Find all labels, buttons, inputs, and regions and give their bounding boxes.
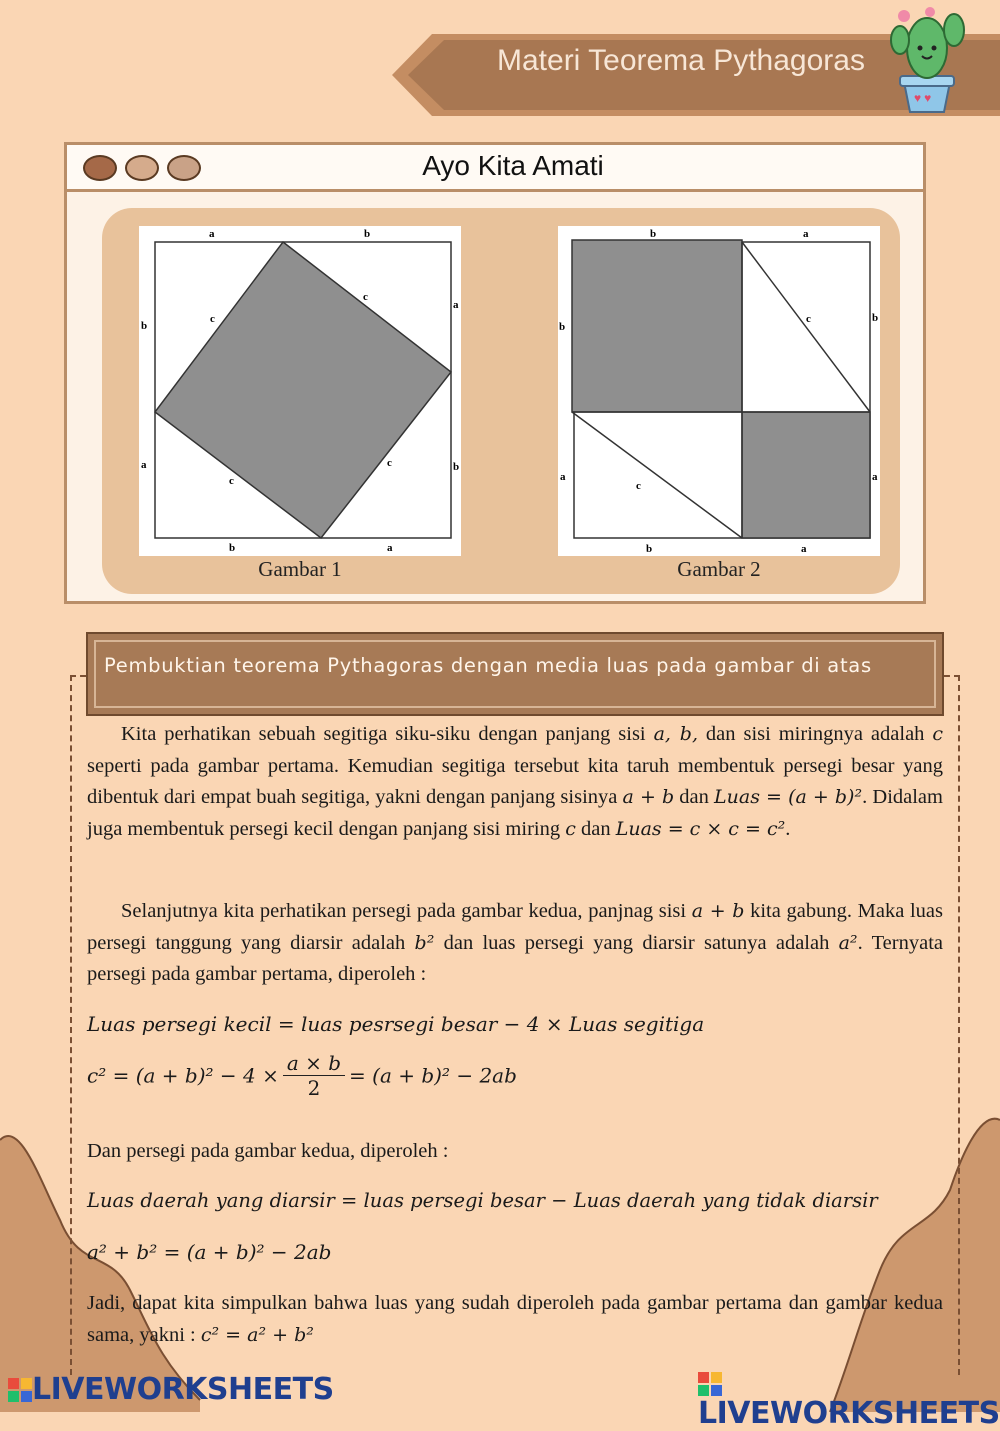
p1-math-5: c (565, 817, 576, 840)
liveworksheets-icon (8, 1378, 32, 1402)
fig2-label-a-left: a (560, 471, 566, 483)
fig1-label-a-left: a (141, 459, 147, 471)
paragraph-3: Dan persegi pada gambar kedua, diperoleh : (87, 1140, 449, 1162)
liveworksheets-logo-left (8, 1372, 334, 1407)
liveworksheets-icon (698, 1372, 722, 1396)
figure-panel (102, 208, 900, 594)
equation-4: a² + b² = (a + b)² − 2ab (87, 1240, 332, 1264)
equation-1: Luas persegi kecil = luas pesrsegi besar − 4 × Luas segitiga (87, 1012, 705, 1036)
p4-text-1: Jadi, dapat kita simpulkan bahwa luas yang sudah diperoleh pada gambar pertama dan gambar kedua sama, yakni : (87, 1292, 943, 1346)
section-heading: Pembuktian teorema Pythagoras dengan media luas pada gambar di atas (104, 654, 872, 677)
fig1-label-c-1: c (210, 313, 215, 325)
fig1-label-b-left: b (141, 320, 148, 332)
liveworksheets-text-left: LIVEWORKSHEETS (32, 1372, 334, 1407)
paragraph-2 (87, 896, 943, 991)
fig1-label-b-bottom: b (229, 542, 236, 554)
p1-text-4: dan (674, 786, 715, 808)
fig1-label-a-bottom: a (387, 542, 393, 554)
p1-text-6: dan (575, 817, 616, 840)
fig2-label-c-1: c (806, 313, 811, 325)
p1-text-7: . (785, 817, 791, 840)
fig2-label-b-right: b (872, 312, 879, 324)
fig1-label-c-3: c (387, 457, 392, 469)
figure-1-caption: Gambar 1 (258, 557, 342, 581)
fig2-label-b-left: b (559, 321, 566, 333)
window-title-bar (67, 145, 923, 192)
cactus-icon (882, 0, 972, 115)
fig2-label-b-bottom: b (646, 543, 653, 555)
equation-2-denominator: 2 (283, 1075, 345, 1100)
fig2-label-a-bottom: a (801, 543, 807, 555)
fig1-label-c-4: c (229, 475, 234, 487)
section-heading-box (86, 632, 944, 716)
fig1-label-b-top: b (364, 228, 371, 240)
equation-2 (87, 1051, 517, 1100)
p1-math-4: Luas = (a + b)² (714, 786, 863, 808)
p1-math-6: Luas = c × c = c² (615, 817, 786, 840)
fig2-label-a-right: a (872, 471, 878, 483)
figure-2 (558, 226, 880, 556)
p2-text-1: Selanjutnya kita perhatikan persegi pada gambar kedua, panjnag sisi (121, 900, 692, 922)
liveworksheets-logo-right (698, 1372, 1000, 1431)
p1-math-1: a, b, (653, 723, 698, 745)
p1-math-3: a + b (622, 786, 675, 808)
p2-text-3: dan luas persegi yang diarsir satunya adalah (434, 931, 839, 954)
p2-text-4: . Ternyata persegi pada gambar pertama, diperoleh : (87, 931, 943, 985)
fig2-label-b-top: b (650, 228, 657, 240)
observation-window (64, 142, 926, 604)
p4-math-1: c² = a² + b² (200, 1323, 314, 1346)
fig2-label-a-top: a (803, 228, 809, 240)
p2-math-2: b² (414, 931, 435, 954)
equation-2-numerator: a × b (286, 1051, 342, 1075)
paragraph-1 (87, 719, 943, 845)
equation-2-left: c² = (a + b)² − 4 × (87, 1063, 279, 1088)
equation-2-right: = (a + b)² − 2ab (349, 1063, 517, 1088)
fig1-label-a-right: a (453, 299, 459, 311)
figure-1 (139, 226, 461, 556)
window-title: Ayo Kita Amati (422, 150, 604, 181)
fig1-label-c-2: c (363, 291, 368, 303)
fig1-label-a-top: a (209, 228, 215, 240)
p1-text-3: seperti pada gambar pertama. Kemudian segitiga tersebut kita taruh membentuk persegi besar yang dibentuk dari empat buah segitiga, yakni dengan panjang sisinya (87, 754, 943, 808)
fig1-label-b-right: b (453, 461, 460, 473)
page-title: Materi Teorema Pythagoras (497, 44, 865, 77)
p2-text-2: kita gabung. Maka luas persegi tanggung yang diarsir adalah (87, 900, 943, 954)
p1-math-2: c (932, 723, 944, 745)
fig2-label-c-2: c (636, 480, 641, 492)
figure-2-caption: Gambar 2 (677, 557, 761, 581)
equation-2-fraction (283, 1051, 345, 1100)
p1-text-1: Kita perhatikan sebuah segitiga siku-siku dengan panjang sisi (121, 723, 654, 745)
p2-math-1: a + b (691, 900, 745, 922)
equation-3: Luas daerah yang diarsir = luas persegi besar − Luas daerah yang tidak diarsir (87, 1189, 878, 1212)
svg-text:♥ ♥: ♥ ♥ (914, 91, 932, 105)
paragraph-4 (87, 1288, 943, 1351)
p1-text-2: dan sisi miringnya adalah (698, 723, 933, 745)
p2-math-3: a² (838, 931, 858, 954)
liveworksheets-text-right: LIVEWORKSHEETS (698, 1396, 1000, 1431)
p1-text-5: . Didalam juga membentuk persegi kecil dengan panjang sisi miring (87, 786, 943, 840)
